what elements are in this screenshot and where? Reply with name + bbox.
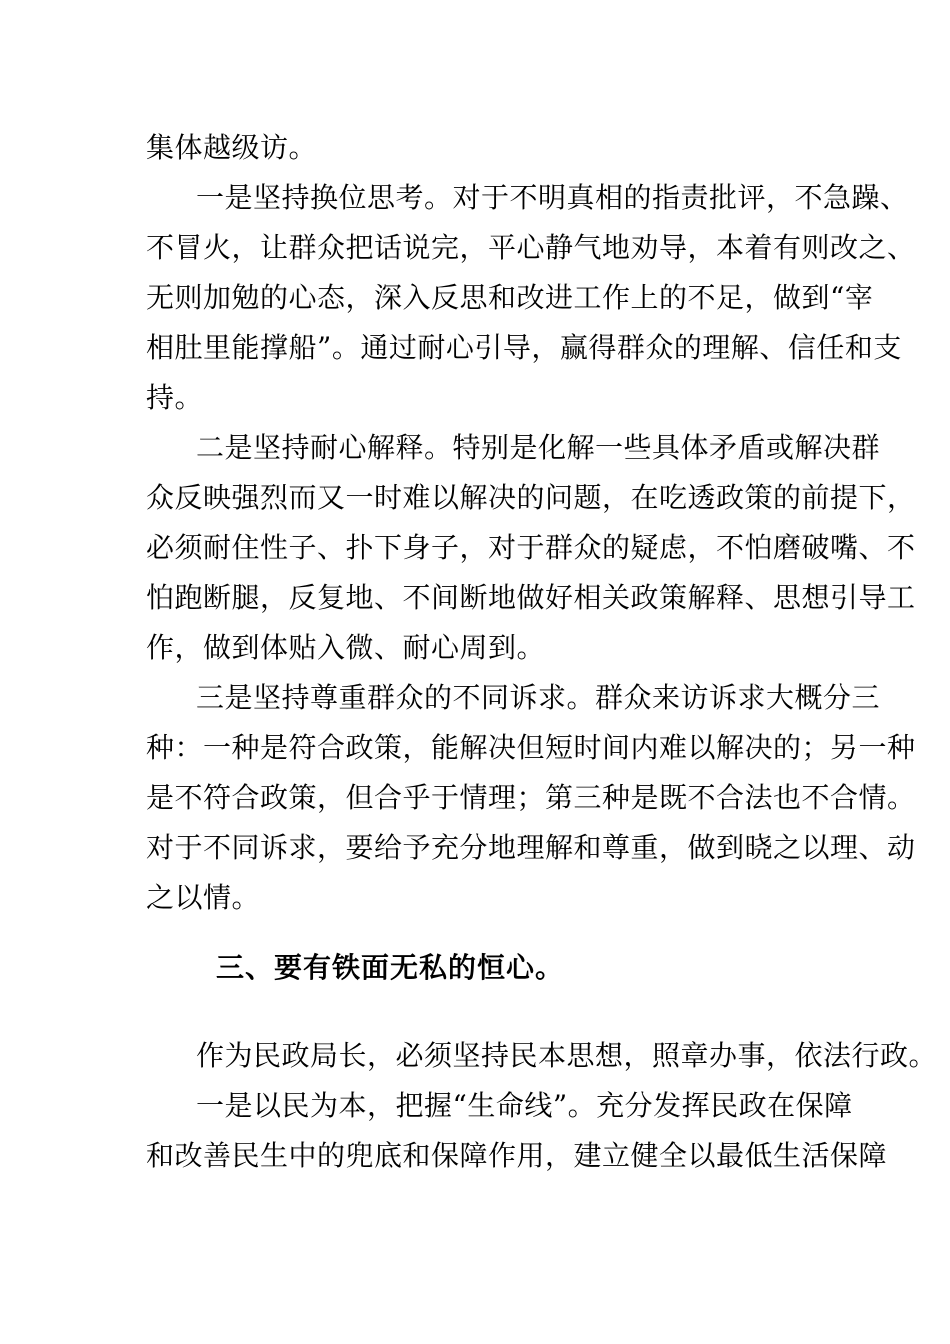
paragraph-line: 二是坚持耐心解释。特别是化解一些具体矛盾或解决群	[196, 431, 881, 464]
paragraph-line: 三是坚持尊重群众的不同诉求。群众来访诉求大概分三	[196, 681, 881, 714]
paragraph-line: 对于不同诉求，要给予充分地理解和尊重，做到晓之以理、动	[146, 831, 916, 864]
paragraph-line: 不冒火，让群众把话说完，平心静气地劝导，本着有则改之、	[146, 231, 916, 264]
paragraph-line: 相肚里能撑船”。通过耐心引导，赢得群众的理解、信任和支	[146, 331, 902, 364]
paragraph-line: 众反映强烈而又一时难以解决的问题，在吃透政策的前提下，	[146, 481, 916, 514]
paragraph-line: 作为民政局长，必须坚持民本思想，照章办事，依法行政。	[196, 1039, 938, 1072]
section-heading: 三、要有铁面无私的恒心。	[216, 951, 565, 984]
paragraph-line: 无则加勉的心态，深入反思和改进工作上的不足，做到“宰	[146, 281, 874, 314]
paragraph-line: 怕跑断腿，反复地、不间断地做好相关政策解释、思想引导工	[146, 581, 916, 614]
paragraph-line: 和改善民生中的兜底和保障作用，建立健全以最低生活保障	[146, 1139, 888, 1172]
paragraph-line: 一是以民为本，把握“生命线”。充分发挥民政在保障	[196, 1089, 853, 1122]
paragraph-line: 是不符合政策，但合乎于情理；第三种是既不合法也不合情。	[146, 781, 916, 814]
paragraph-line: 种：一种是符合政策，能解决但短时间内难以解决的；另一种	[146, 731, 916, 764]
paragraph-line: 之以情。	[146, 881, 261, 914]
paragraph-line: 作，做到体贴入微、耐心周到。	[146, 631, 546, 664]
paragraph-line: 持。	[146, 381, 204, 414]
paragraph-line: 一是坚持换位思考。对于不明真相的指责批评，不急躁、	[196, 181, 909, 214]
paragraph-line: 集体越级访。	[146, 131, 318, 164]
paragraph-line: 必须耐住性子、扑下身子，对于群众的疑虑，不怕磨破嘴、不	[146, 531, 916, 564]
